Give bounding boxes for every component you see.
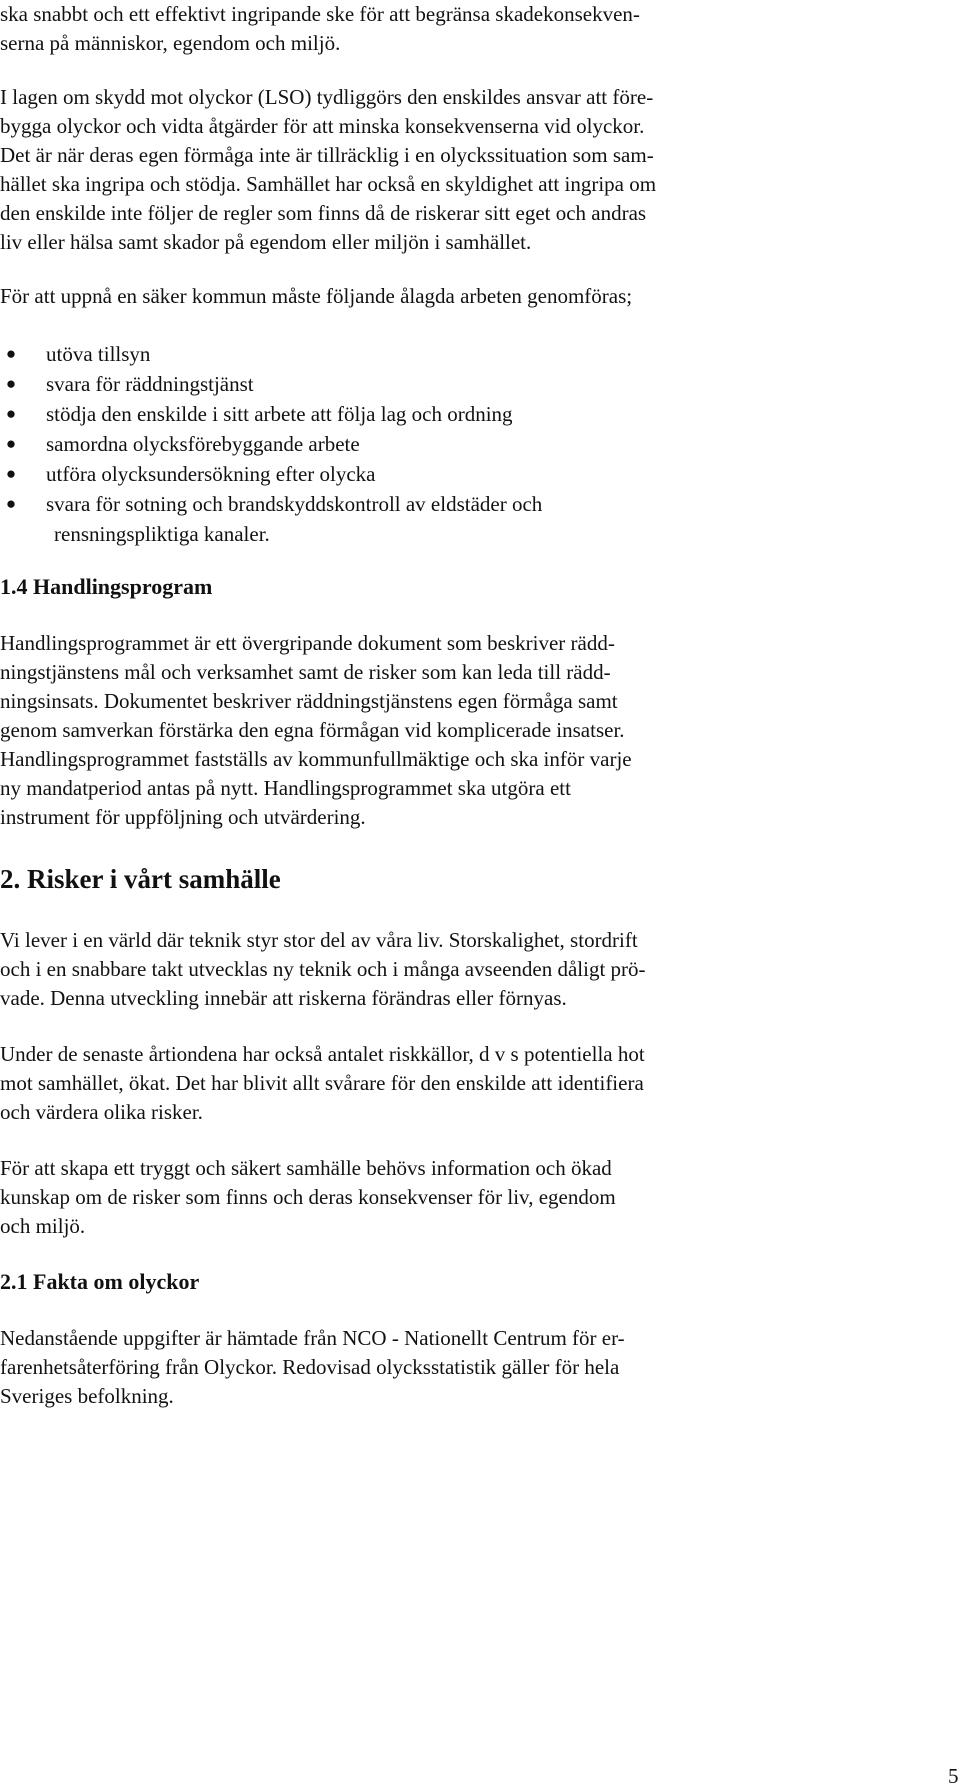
- text-line: farenhetsåterföring från Olyckor. Redovisad olycksstatistik gäller för hela: [0, 1355, 620, 1379]
- heading-handlingsprogram: 1.4 Handlingsprogram: [0, 574, 213, 599]
- text-line: Det är när deras egen förmåga inte är tillräcklig i en olyckssituation som sam-: [0, 143, 654, 167]
- bullet-icon: ●: [5, 494, 17, 513]
- text-line: mot samhället, ökat. Det har blivit allt svårare för den enskilde att identifiera: [0, 1071, 644, 1095]
- list-item: svara för sotning och brandskyddskontroll av eldstäder och: [46, 492, 543, 516]
- text-line: För att skapa ett tryggt och säkert samhälle behövs information och ökad: [0, 1156, 612, 1180]
- list-item: utöva tillsyn: [46, 342, 151, 366]
- text-line: kunskap om de risker som finns och deras konsekvenser för liv, egendom: [0, 1185, 616, 1209]
- list-item: utföra olycksundersökning efter olycka: [46, 462, 376, 486]
- bullet-icon: ●: [5, 404, 17, 423]
- text-line: ny mandatperiod antas på nytt. Handlingsprogrammet ska utgöra ett: [0, 776, 571, 800]
- text-line: Under de senaste årtiondena har också antalet riskkällor, d v s potentiella hot: [0, 1042, 645, 1066]
- text-line: liv eller hälsa samt skador på egendom eller miljön i samhället.: [0, 230, 532, 254]
- text-line: I lagen om skydd mot olyckor (LSO) tydliggörs den enskildes ansvar att före-: [0, 85, 654, 109]
- text-line: Handlingsprogrammet fastställs av kommunfullmäktige och ska inför varje: [0, 747, 632, 771]
- bullet-icon: ●: [5, 344, 17, 363]
- text-line: Vi lever i en värld där teknik styr stor del av våra liv. Storskalighet, stordrift: [0, 928, 638, 952]
- text-line: den enskilde inte följer de regler som finns då de riskerar sitt eget och andras: [0, 201, 647, 225]
- text-line: bygga olyckor och vidta åtgärder för att minska konsekvenserna vid olyckor.: [0, 114, 645, 138]
- text-line: ska snabbt och ett effektivt ingripande ske för att begränsa skadekonsekven-: [0, 2, 640, 26]
- list-item: stödja den enskilde i sitt arbete att följa lag och ordning: [46, 402, 513, 426]
- text-line: Handlingsprogrammet är ett övergripande dokument som beskriver rädd-: [0, 631, 615, 655]
- bullet-icon: ●: [5, 374, 17, 393]
- list-item: svara för räddningstjänst: [46, 372, 254, 396]
- bullet-icon: ●: [5, 464, 17, 483]
- heading-risker: 2. Risker i vårt samhälle: [0, 864, 281, 894]
- text-line: ningstjänstens mål och verksamhet samt de risker som kan leda till rädd-: [0, 660, 611, 684]
- text-line: Sveriges befolkning.: [0, 1384, 174, 1408]
- paragraph-safe-municipality: För att uppnå en säker kommun måste följande ålagda arbeten genomföras;: [0, 284, 633, 308]
- page-number: 5: [948, 1764, 959, 1788]
- text-line: vade. Denna utveckling innebär att riskerna förändras eller förnyas.: [0, 986, 567, 1010]
- text-line: genom samverkan förstärka den egna förmågan vid komplicerade insatser.: [0, 718, 625, 742]
- text-line: och värdera olika risker.: [0, 1100, 203, 1124]
- text-line: ningsinsats. Dokumentet beskriver räddningstjänstens egen förmåga samt: [0, 689, 618, 713]
- list-item: samordna olycksförebyggande arbete: [46, 432, 360, 456]
- bullet-icon: ●: [5, 434, 17, 453]
- text-line: och miljö.: [0, 1214, 86, 1238]
- text-line: Nedanstående uppgifter är hämtade från NCO - Nationellt Centrum för er-: [0, 1326, 625, 1350]
- list-item-continuation: rensningspliktiga kanaler.: [54, 522, 270, 546]
- text-line: serna på människor, egendom och miljö.: [0, 31, 341, 55]
- text-line: instrument för uppföljning och utvärdering.: [0, 805, 366, 829]
- text-line: hället ska ingripa och stödja. Samhället har också en skyldighet att ingripa om: [0, 172, 657, 196]
- heading-fakta: 2.1 Fakta om olyckor: [0, 1269, 200, 1294]
- text-line: och i en snabbare takt utvecklas ny teknik och i många avseenden dåligt prö-: [0, 957, 646, 981]
